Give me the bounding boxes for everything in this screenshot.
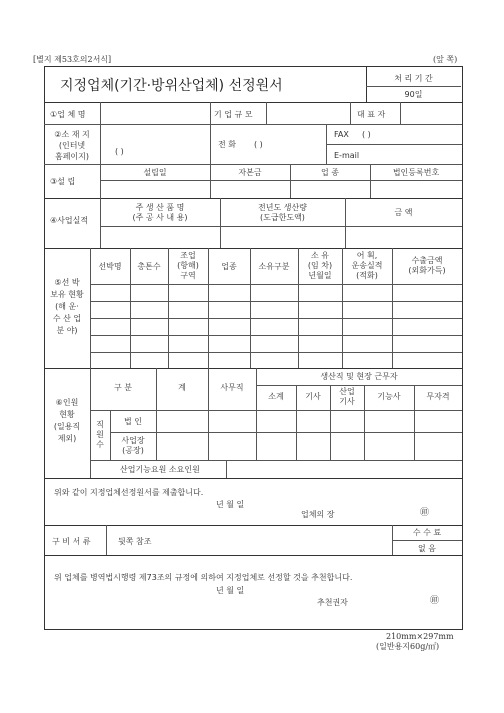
amount-header: 금 액 bbox=[394, 208, 413, 217]
ceo-label: 대 표 자 bbox=[357, 110, 386, 119]
homepage-label-1: (인터넷 bbox=[58, 141, 86, 150]
export-header-2: (외화가득) bbox=[408, 266, 446, 275]
fee-label: 수 수 료 bbox=[412, 528, 442, 537]
est-date-header: 설립일 bbox=[143, 168, 167, 177]
corp-reg-header: 법인등록번호 bbox=[392, 168, 440, 177]
business-record-label: ④사업실적 bbox=[50, 216, 89, 225]
site-row-label-2: (공장) bbox=[122, 446, 144, 455]
paper-size: 210mm×297mm bbox=[386, 632, 454, 641]
ship-name-header: 선박명 bbox=[98, 262, 122, 271]
export-header-1: 수출금액 bbox=[411, 256, 443, 265]
catch-header-3: (적화) bbox=[356, 271, 378, 280]
ships-label-2: 보유 현황 bbox=[50, 290, 84, 299]
processing-label: 처 리 기 간 bbox=[394, 74, 433, 83]
category-header: 구 분 bbox=[114, 383, 132, 392]
establishment-label: ③설 립 bbox=[50, 177, 76, 186]
company-name-label: ①업 체 명 bbox=[50, 110, 86, 119]
email-label: E-mail bbox=[334, 151, 360, 160]
op-area-header-2: (항해) bbox=[177, 261, 199, 270]
industrial-engineer-header-2: 기사 bbox=[339, 397, 355, 406]
form-number: [별지 제53호의2서식] bbox=[33, 55, 112, 64]
own-date-header-2: (임 차) bbox=[307, 261, 333, 270]
scale-label: 기 업 규 모 bbox=[214, 110, 253, 119]
production-header-2: (도급한도액) bbox=[260, 213, 305, 222]
personnel-label-4: 제외) bbox=[57, 434, 77, 443]
phone-paren: ( ) bbox=[254, 140, 263, 149]
fee-value: 없 음 bbox=[418, 544, 436, 553]
staff-label-2: 원 bbox=[96, 430, 104, 439]
site-row-label-1: 사업장 bbox=[121, 436, 145, 445]
own-date-header-3: 년월일 bbox=[308, 271, 332, 280]
main-product-header-2: (주 공 사 내 용) bbox=[132, 213, 188, 222]
owner-header: 소유구분 bbox=[258, 262, 290, 271]
ships-label-1: ⑤선 박 bbox=[54, 278, 80, 287]
fax-label: FAX bbox=[334, 130, 349, 139]
recommendation-text: 위 업체를 병역법시행령 제73조의 규정에 의하여 지정업체로 선정할 것을 추천합니다. bbox=[54, 573, 353, 582]
catch-header-2: 운송실적 bbox=[351, 261, 383, 270]
catch-header-1: 어 획, bbox=[356, 251, 378, 260]
staff-label-1: 직 bbox=[96, 420, 104, 429]
production-header-1: 전년도 생산량 bbox=[258, 203, 307, 212]
engineer-header: 기사 bbox=[305, 392, 321, 401]
own-date-header-1: 소 유 bbox=[311, 251, 329, 260]
declaration-signer: 업체의 장 bbox=[301, 510, 335, 519]
ships-label-4: 수 산 업 bbox=[52, 314, 82, 323]
unqualified-header: 무자격 bbox=[426, 392, 450, 401]
paper-type: (일반용지60g/㎡) bbox=[376, 642, 440, 651]
fax-paren: ( ) bbox=[362, 130, 371, 139]
ships-label-5: 분 야) bbox=[56, 326, 78, 335]
declaration-text: 위와 같이 지정업체선정원서를 제출합니다. bbox=[54, 488, 204, 497]
skilled-personnel-label: 산업기능요원 소요인원 bbox=[120, 465, 200, 474]
recommendation-signer: 추천권자 bbox=[317, 598, 348, 607]
craftsman-header: 기능사 bbox=[377, 392, 401, 401]
corp-row-label: 법 인 bbox=[124, 417, 142, 426]
documents-value: 뒷쪽 참조 bbox=[118, 537, 152, 546]
subtotal-header: 소계 bbox=[268, 392, 284, 401]
op-area-header-1: 조업 bbox=[180, 251, 196, 260]
industrial-engineer-header-1: 산업 bbox=[339, 387, 355, 396]
homepage-label-2: 홈페이지) bbox=[54, 152, 90, 161]
ships-label-3: (해 운· bbox=[55, 302, 79, 311]
main-product-header-1: 주 생 산 품 명 bbox=[135, 203, 185, 212]
address-label: ②소 재 지 bbox=[54, 130, 90, 139]
production-workers-header: 생산직 및 현장 근무자 bbox=[320, 372, 398, 381]
total-header: 계 bbox=[178, 383, 186, 392]
personnel-label-1: ⑥인원 bbox=[55, 398, 79, 407]
declaration-date: 년 월 일 bbox=[216, 500, 245, 509]
capital-header: 자본금 bbox=[238, 168, 262, 177]
tonnage-header: 총톤수 bbox=[137, 262, 161, 271]
declaration-seal-icon: ㊞ bbox=[420, 508, 430, 518]
type-header: 업종 bbox=[221, 262, 237, 271]
processing-value: 90일 bbox=[404, 90, 423, 99]
documents-label: 구 비 서 류 bbox=[52, 537, 91, 546]
staff-label-3: 수 bbox=[96, 440, 104, 449]
homepage-paren: ( ) bbox=[115, 147, 124, 156]
personnel-label-2: 현황 bbox=[59, 410, 75, 419]
office-header: 사무직 bbox=[220, 383, 244, 392]
form-title: 지정업체(기간·방위산업체) 선정원서 bbox=[60, 78, 283, 94]
recommendation-date: 년 월 일 bbox=[216, 586, 245, 595]
personnel-label-3: (일용직 bbox=[53, 422, 81, 431]
page-side: (앞 쪽) bbox=[433, 55, 458, 64]
phone-label: 전 화 bbox=[218, 140, 236, 149]
industry-header: 업 종 bbox=[321, 168, 339, 177]
op-area-header-3: 구역 bbox=[180, 271, 196, 280]
recommendation-seal-icon: ㊞ bbox=[430, 596, 440, 606]
